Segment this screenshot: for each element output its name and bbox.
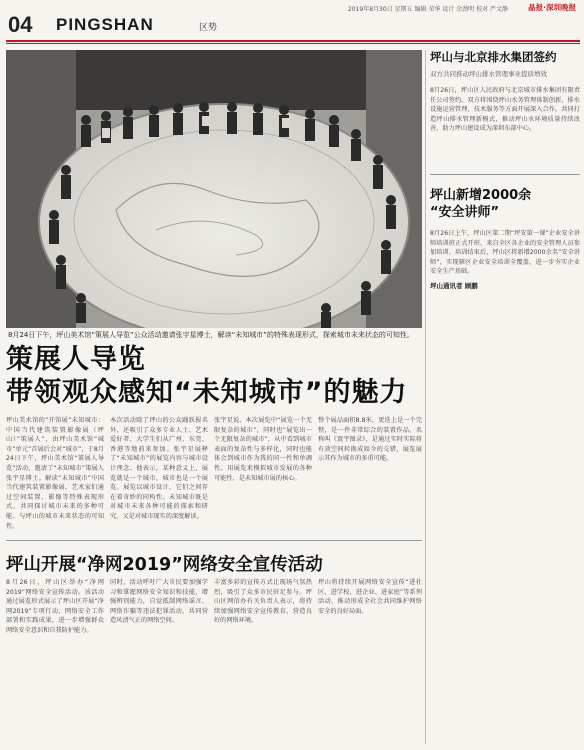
photo-caption: 8月24日下午，坪山美术馆“策展人导览”公众活动邀请张宇星博士，解读“未知城市”的特殊表现形式，探索城市未来状态的可知性。 [8, 331, 414, 339]
second-article-col-4: 坪山将持续开展网络安全宣传“进社区、进学校、进企业、进家庭”等系列活动，推动形成全社会共同维护网络安全的良好局面。 [318, 579, 422, 615]
sidebar-article-2-body: 8月26日上午，坪山区第二期“坪安第一课”企业安全讲师培训班正式开班，来自全区各企业的安全管理人员参加培训。培训结束后，坪山区将新增2000余名“安全讲师”，实现辖区企业安全培训全覆盖，进一步夯实企业安全生产基础。 [430, 229, 580, 276]
main-article-col-2: 本次活动除了坪山的公众踊跃报名外，还吸引了众多专业人士、艺术爱好者、大学生们从广州、东莞、香港等地前来参加。张宇星展释了“未知城市”的展览内容与城市设计理念。他表示，某种意义上，展览就是一个城市，城市也是一个展览。展览以城市设计，它们之间存在着奇妙的同构性。未知城市既是对城市未来各种可能的探索和研究，又是对城市现实的深度解读。 [110, 417, 208, 520]
sidebar-article-2-title-line1: 坪山新增2000余 [430, 187, 532, 203]
sidebar-divider [430, 174, 580, 175]
sidebar-article-2-title-line2: “安全讲师” [430, 204, 500, 220]
section-name-cn: 区势 [199, 23, 218, 33]
header-rule [6, 40, 580, 42]
column-separator [425, 50, 426, 744]
header-rule-thin [6, 43, 580, 44]
page-header [6, 4, 580, 44]
main-article-col-1: 坪山美术馆的“开馆展”未知城市：中国当代建筑装置影像展（坪山）”策展人”，由坪山美术馆“城市”单元”首展后会对“城市”，于8月24日下午，坪山美术馆“策展人导览”活动，邀请了“未知城市”策展人张宇星博士。解读“未知城市”中国当代建筑装置影像展，艺术家们通过空间装置、影像等特殊表现形式，共同探讨城市未来的多种可能。与坪山的城市未来状态的可知性。 [6, 417, 104, 530]
newspaper-logo: 晶报·深圳晚报 [528, 3, 576, 12]
sidebar-article-1-body: 8月26日，坪山区人民政府与北京城市排水集团有限责任公司签约，双方将围绕坪山水务管理体制创新、排水设施运营管理、技术服务等方面开展深入合作，共同打造坪山排水管理新模式，推动坪山水环境质量持续改善，助力坪山建设成为深圳东部中心。 [430, 87, 580, 133]
main-headline-line1: 策展人导览 [6, 344, 146, 375]
main-article-col-4: 整个展品面积8.8米，更迭上是一个完整，是一件非常综合的装置作品，名称叫《寰宇图录》，是通过实时实际将有效空间转换成如今的交错，展览展示其作为城市的多重可能。 [318, 417, 422, 463]
sidebar-article-1-title: 坪山与北京排水集团签约 [430, 50, 557, 64]
main-headline [6, 343, 422, 409]
divider [6, 540, 422, 541]
main-headline-line2: 带领观众感知“未知城市”的魅力 [6, 377, 408, 408]
sidebar-article-1-subtitle: 双方共同推动坪山排水管理事业提质增效 [430, 70, 547, 78]
section-name: PINGSHAN [56, 15, 154, 34]
second-headline: 坪山开展“净网2019”网络安全宣传活动 [6, 555, 323, 575]
sidebar-article-2-title [430, 187, 580, 221]
edition-meta: 2019年8月30日 星期五 编辑 荣华 设计 余劲明 校对 严文静 [347, 6, 508, 13]
second-article-col-2: 同时，活动呼吁广大市民要加强学习和掌握网络安全知识和技能，增强辨别能力，自觉抵制网络谣言、网络诈骗等违法犯罪活动，共同营造风清气正的网络空间。 [110, 579, 208, 625]
second-article-col-3: 丰富多彩的宣传方式让现场气氛热烈，吸引了众多市民驻足参与。坪山区网信办有关负责人表示，将持续加强网络安全宣传教育，营造良好的网络环境。 [214, 579, 312, 625]
exhibition-photo [6, 50, 422, 328]
sidebar [430, 50, 580, 290]
sidebar-author: 坪山通讯者 顾鹏 [430, 281, 478, 290]
page-number: 04 [8, 12, 33, 37]
main-article-col-3: 张宇星说，本次展览中“展览一个无限复杂的城市”，同时也“展览出一个无限复杂的城市”，从中看到城市表面的复杂性与多样化，同时也能体会到城市作为我的同一性和单调性。用展览来模拟城市发展的各种可能性，是未知城市展的核心。 [214, 417, 312, 482]
second-article-col-1: 8月26日，坪山区举办“净网2019”网络安全宣传活动。该活动通过展览形式展示了坪山区开展“净网2019”专项行动、网络安全工作部署和实践成果，进一步增强群众网络安全意识和自我防护能力。 [6, 579, 104, 634]
